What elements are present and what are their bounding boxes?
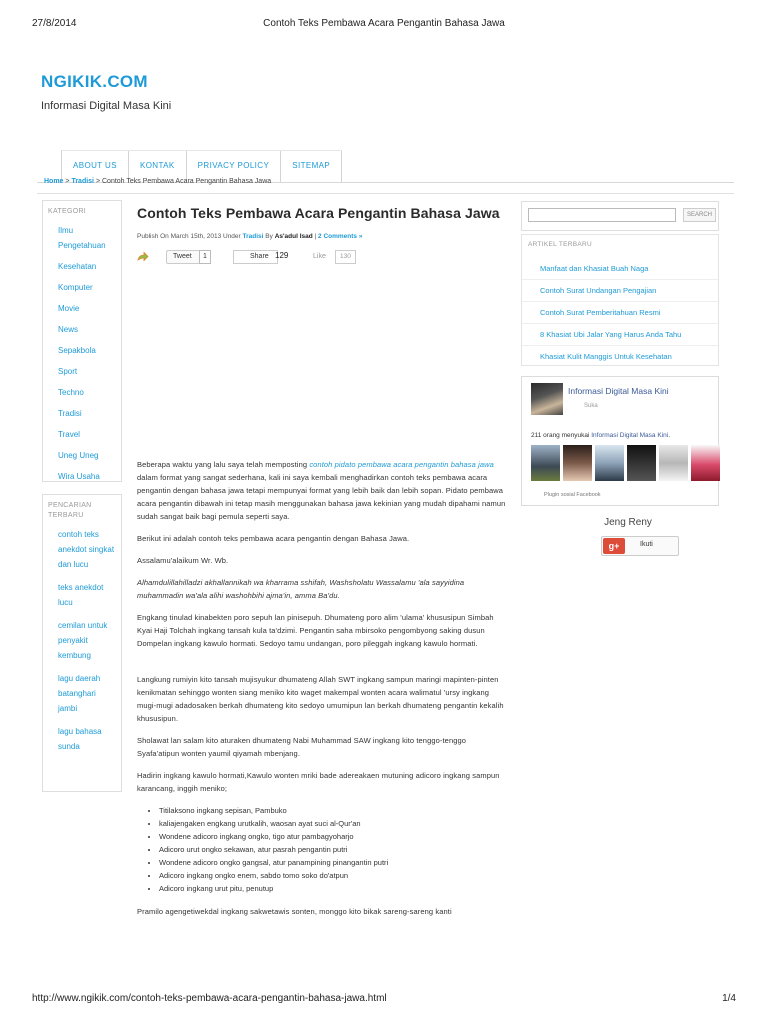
recent-searches-heading: PENCARIAN TERBARU [48,502,92,519]
site-description: Informasi Digital Masa Kini [41,100,172,112]
nav-about-us[interactable]: ABOUT US [62,151,129,182]
tweet-count: 1 [199,250,211,264]
category-link[interactable]: Movie [58,304,80,313]
recent-article-link[interactable]: 8 Khasiat Ubi Jalar Yang Harus Anda Tahu [522,324,718,346]
inline-link[interactable]: contoh pidato pembawa acara pengantin bahasa jawa [309,460,494,469]
agenda-list [159,804,509,895]
like-button[interactable]: Like [313,253,326,260]
list-item: • Adicoro urut ongko sekawan, atur pasrah pengantin putri [159,843,509,856]
ad-placeholder [137,266,509,458]
gplus-icon: g+ [603,538,625,554]
post-content [137,203,509,927]
gplus-follow-button[interactable] [601,536,679,556]
facebook-page-avatar[interactable] [531,383,563,415]
category-link[interactable]: Sepakbola [58,346,96,355]
facebook-page-name[interactable]: Informasi Digital Masa Kini [568,386,669,396]
paragraph: Berikut ini adalah contoh teks pembawa acara pengantin dengan Bahasa Jawa. [137,534,410,543]
paragraph: Engkang tinulad kinabekten poro sepuh lan pinisepuh. Dhumateng poro alim 'ulama' khususipun Simbah Kyai Haji Tolchah ingkang tansah kula ta'dzimi. Pengantin saha mbirsoko pengombyong saking dusun Dompelan ingkang kawulo hormati. Sedoyo tamu undangan, poro pileggah ingkang kawulo hormati. [137,613,494,648]
list-item: • Adicoro ingkang urut pitu, penutup [159,882,509,895]
facebook-plugin-label[interactable]: Plugin sosial Facebook [544,492,601,498]
site-title[interactable]: NGIKIK.COM [41,72,148,91]
facebook-like-count [531,432,670,439]
post-title: Contoh Teks Pembawa Acara Pengantin Bahasa Jawa [137,205,500,221]
recent-articles-widget [521,234,719,366]
paragraph [137,458,509,523]
breadcrumb-divider [37,193,734,194]
search-term-link[interactable]: teks anekdot lucu [58,583,104,607]
recent-searches-widget [42,494,122,792]
nav-sitemap[interactable]: SITEMAP [281,151,342,182]
meta-category-link[interactable]: Tradisi [242,233,264,240]
paragraph: Sholawat lan salam kito aturaken dhumateng Nabi Muhammad SAW ingkang kito tenggo-tenggo Syafa'atipun wonten yaumil qiyamah mbenjang. [137,736,467,758]
share-arrow-icon[interactable] [137,251,149,263]
meta-comments-link[interactable]: 2 Comments » [318,233,363,240]
facebook-like-box [521,376,719,506]
search-term-link[interactable]: lagu bahasa sunda [58,727,102,751]
recent-article-link[interactable]: Manfaat dan Khasiat Buah Naga [522,258,718,280]
category-link[interactable]: Komputer [58,283,93,292]
like-count: 130 [335,250,356,264]
fb-count-text: 211 orang menyukai [531,432,592,439]
search-term-link[interactable]: contoh teks anekdot singkat dan lucu [58,530,115,569]
gplus-follow-label: Ikuti [640,541,653,548]
breadcrumb-current: > Contoh Teks Pembawa Acara Pengantin Bahasa Jawa [94,178,272,185]
meta-publish: Publish On March 15th, 2013 Under [137,233,243,240]
list-item: • Adicoro ingkang ongko enem, sabdo tomo soko do'atpun [159,869,509,882]
tweet-button[interactable] [166,250,203,264]
list-item: • Wondene adicoro ingkang ongko, tigo atur pambagyoharjo [159,830,509,843]
categories-widget [42,200,122,482]
paragraph: Hadirin ingkang kawulo hormati,Kawulo wonten mriki bade adereakaen mutuning adicoro ingkang sampun karancang, inggih meniko; [137,771,500,793]
site-header [37,56,734,170]
paragraph: Assalamu'alaikum Wr. Wb. [137,556,229,565]
print-url: http://www.ngikik.com/contoh-teks-pembawa-acara-pengantin-bahasa-jawa.html [32,993,387,1004]
tweet-label: Tweet [173,253,192,260]
meta-by: By [263,233,275,240]
share-bar [137,250,509,266]
post-body [137,458,509,918]
list-item: • Titilaksono ingkang sepisan, Pambuko [159,804,509,817]
category-link[interactable]: News [58,325,79,334]
meta-author: As'adul Isad [274,233,313,240]
paragraph-text: dalam format yang sangat sederhana, kali ini saya kembali menghadirkan contoh teks pembawa acara pengantin dengan bahasa jawa tetapi mempunyai format yang lebih baik dan lebih sopan. Pidato pembawa acara pengantin dibawah ini tetap masih menggunakan bahasa jawa kekinian yang mudah dipahami namun sudah sangat baik bagi pemula seperti saya. [137,473,506,521]
paragraph: Langkung rumiyin kito tansah mujisyukur dhumateng Allah SWT ingkang sampun maringi mapinten-pinten kenikmatan sehinggo wonten siang meniko kito waget makempal wonten acara walimatul 'ursy ingkang mugi-mugi adadosaken berkah dhumateng kito sedoyo umumipun lan berkah dhumateng pengantin kekalih khususipun. [137,675,504,723]
category-link[interactable]: Uneg Uneg [58,451,99,460]
fan-avatar[interactable] [691,445,720,481]
spacer [137,659,509,673]
print-doc-title: Contoh Teks Pembawa Acara Pengantin Bahasa Jawa [263,18,505,29]
fb-count-end: . [668,432,670,439]
paragraph: Pramilo agengetiwekdal ingkang sakwetawis sonten, monggo kito bikak sareng-sareng kanti [137,907,452,916]
search-input[interactable] [528,208,676,222]
category-link[interactable]: Tradisi [58,409,82,418]
search-term-link[interactable]: lagu daerah batanghari jambi [58,674,101,713]
fb-count-link[interactable]: Informasi Digital Masa Kini [591,432,669,439]
print-footer [32,993,736,1007]
category-link[interactable]: Wira Usaha [58,472,100,481]
search-button[interactable]: SEARCH [683,208,716,222]
list-item: • kaliajengaken engkang urutkalih, waosan ayat suci al-Qur'an [159,817,509,830]
fan-avatar[interactable] [531,445,560,481]
gplus-profile-name: Jeng Reny [604,517,652,528]
recent-article-link[interactable]: Contoh Surat Undangan Pengajian [522,280,718,302]
category-link[interactable]: Kesehatan [58,262,97,271]
search-term-link[interactable]: cemilan untuk penyakit kembung [58,621,108,660]
category-link[interactable]: Travel [58,430,80,439]
meta-separator: | [312,233,319,240]
nav-privacy-policy[interactable]: PRIVACY POLICY [187,151,282,182]
category-link[interactable]: Ilmu Pengetahuan [58,226,106,250]
recent-article-link[interactable]: Contoh Surat Pemberitahuan Resmi [522,302,718,324]
list-item: • Wondene adicoro ongko gangsal, atur panampining pinangantin putri [159,856,509,869]
breadcrumb-category[interactable]: Tradisi [71,178,95,185]
post-meta [137,233,509,240]
breadcrumb-separator: > [63,178,72,185]
recent-articles-heading: ARTIKEL TERBARU [528,241,592,248]
search-widget [521,201,719,231]
categories-heading: KATEGORI [48,208,87,215]
facebook-fan-faces [531,445,720,481]
paragraph-text: Beberapa waktu yang lalu saya telah memposting [137,460,310,469]
print-header [32,18,736,32]
nav-kontak[interactable]: KONTAK [129,151,187,182]
paragraph: Alhamdulillahilladzi akhallannikah wa kharrama sshifah, Washsholatu Wassalamu 'ala sayyidina muhammadin wa'ala alihi washohbihi ajma'in, amma Ba'du. [137,578,465,600]
category-link[interactable]: Techno [58,388,84,397]
print-page-number: 1/4 [722,993,736,1004]
print-date: 27/8/2014 [32,18,77,29]
breadcrumb [44,178,271,185]
category-link[interactable]: Sport [58,367,78,376]
fan-avatar[interactable] [563,445,592,481]
share-count: 129 [275,251,289,260]
fan-avatar[interactable] [659,445,688,481]
fan-avatar[interactable] [595,445,624,481]
facebook-like-label[interactable]: Suka [584,403,598,409]
fan-avatar[interactable] [627,445,656,481]
recent-article-link[interactable]: Khasiat Kulit Manggis Untuk Kesehatan [540,352,672,361]
google-share-button[interactable]: Share [233,250,278,264]
breadcrumb-home[interactable]: Home [44,178,64,185]
